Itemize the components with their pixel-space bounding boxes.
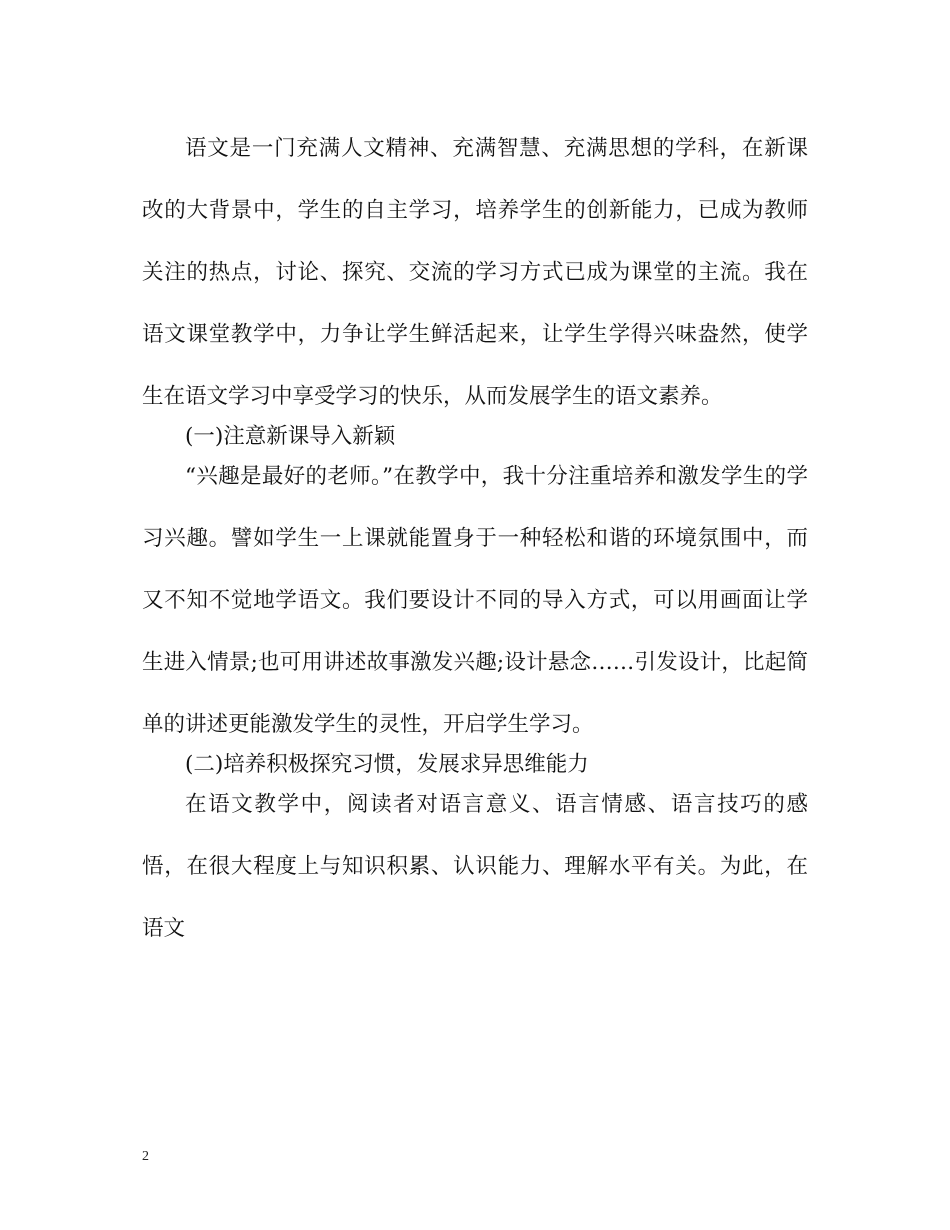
section-heading-1: (一)注意新课导入新颖 <box>185 424 396 449</box>
paragraph-intro: 语文是一门充满人文精神、充满智慧、充满思想的学科，在新课改的大背景中，学生的自主学习，培养学生的创新能力，已成为教师关注的热点，讨论、探究、交流的学习方式已成为课堂的主流。我在语文课堂教学中，力争让学生鲜活起来，让学生学得兴味盎然，使学生在语文学习中享受学习的快乐，从而发展学生的语文素养。 <box>142 136 808 409</box>
paragraph-reading: 在语文教学中，阅读者对语言意义、语言情感、语言技巧的感悟，在很大程度上与知识积累、认识能力、理解水平有关。为此，在语文 <box>142 792 808 941</box>
paragraph-interest: “兴趣是最好的老师。”在教学中，我十分注重培养和激发学生的学习兴趣。譬如学生一上课就能置身于一种轻松和谐的环境氛围中，而又不知不觉地学语文。我们要设计不同的导入方式，可以用画面让学生进入情景;也可用讲述故事激发兴趣;设计悬念……引发设计，比起简单的讲述更能激发学生的灵性，开启学生学习。 <box>142 464 808 737</box>
page-number: 2 <box>142 1149 149 1164</box>
document-body <box>142 118 808 960</box>
section-heading-2: (二)培养积极探究习惯，发展求异思维能力 <box>185 752 589 777</box>
